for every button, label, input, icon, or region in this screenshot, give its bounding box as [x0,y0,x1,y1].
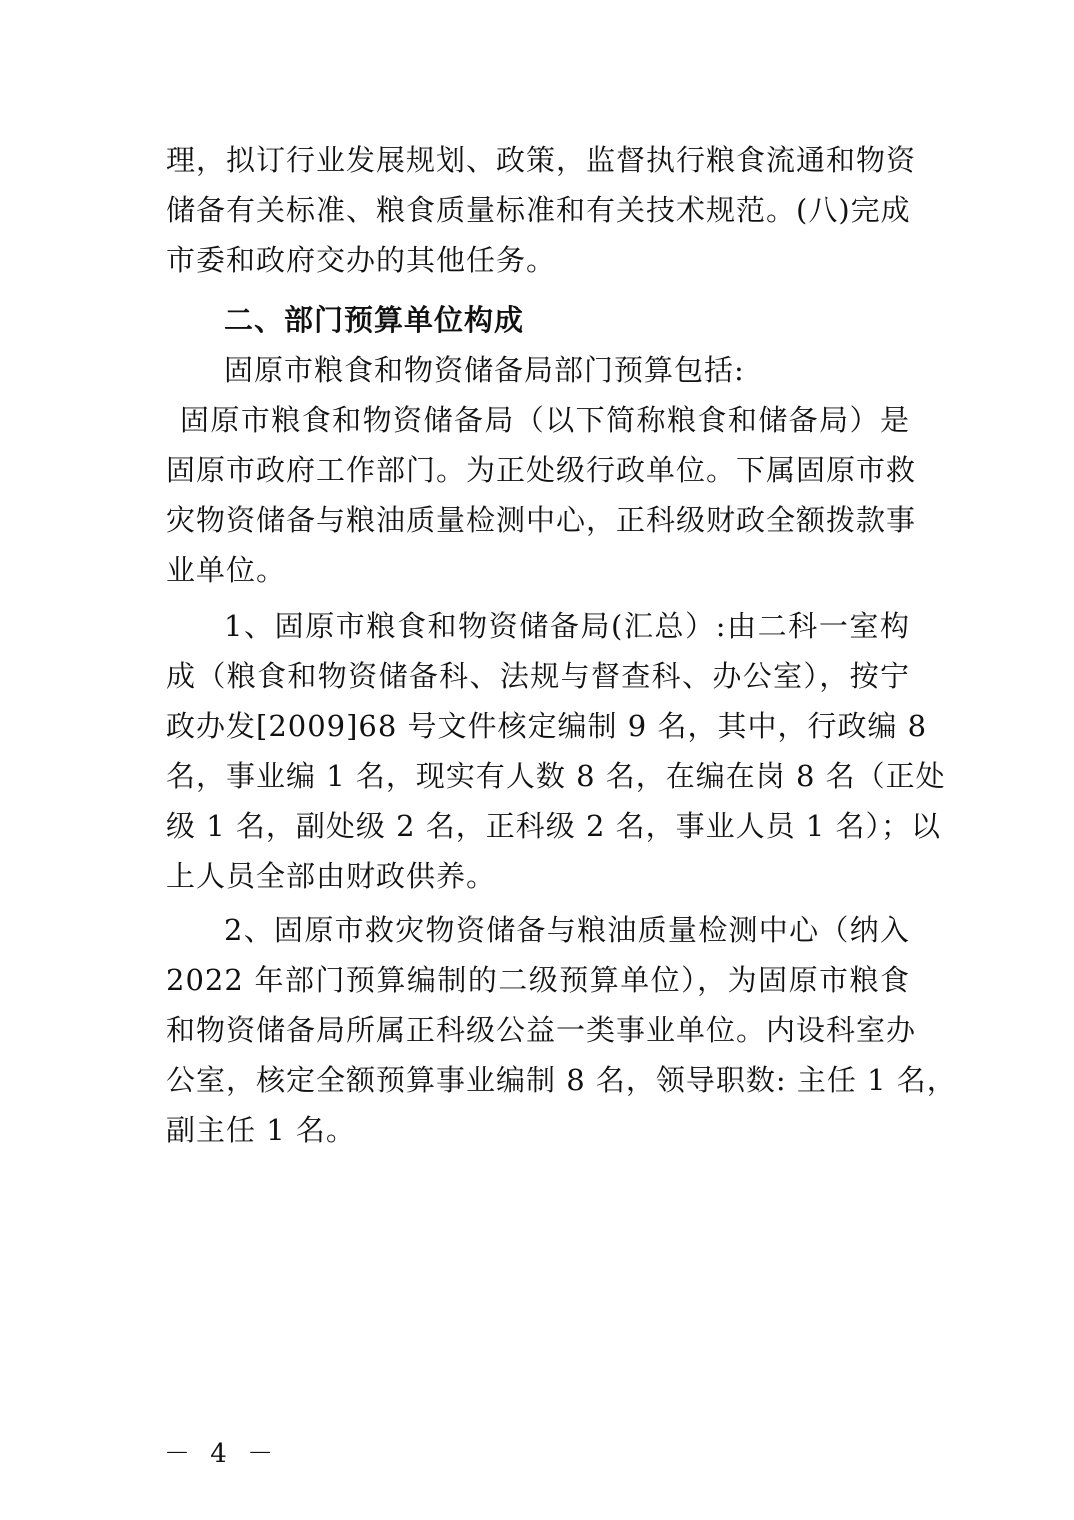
overview-line-1: 固原市粮食和物资储备局（以下简称粮食和储备局）是 [180,403,910,437]
item1-line-4: 名，事业编 1 名，现实有人数 8 名，在编在岗 8 名（正处 [166,759,946,793]
intro-line-2: 储备有关标准、粮食质量标准和有关技术规范。(八)完成 [166,193,911,227]
section-heading: 二、部门预算单位构成 [224,303,525,337]
page-number: － 4 － [164,1439,280,1469]
overview-line-2: 固原市政府工作部门。为正处级行政单位。下属固原市救 [166,453,917,487]
item1-line-5: 级 1 名，副处级 2 名，正科级 2 名，事业人员 1 名）；以 [166,809,942,843]
item1-line-2: 成（粮食和物资储备科、法规与督查科、办公室），按宁 [166,659,910,693]
intro-line-1: 理，拟订行业发展规划、政策，监督执行粮食流通和物资 [166,143,917,177]
item2-line-3: 和物资储备局所属正科级公益一类事业单位。内设科室办 [166,1013,917,1047]
overview-line-4: 业单位。 [166,553,287,587]
item1-line-6: 上人员全部由财政供养。 [166,859,497,893]
scope-line-1: 固原市粮食和物资储备局部门预算包括: [224,353,745,387]
intro-line-3: 市委和政府交办的其他任务。 [166,243,557,277]
item2-line-1: 2、固原市救灾物资储备与粮油质量检测中心（纳入 [224,913,910,947]
item2-line-2: 2022 年部门预算编制的二级预算单位），为固原市粮食 [166,963,910,997]
item1-line-1: 1、固原市粮食和物资储备局(汇总）:由二科一室构 [224,609,910,643]
item2-line-5: 副主任 1 名。 [166,1113,356,1147]
item1-line-3: 政办发[2009]68 号文件核定编制 9 名，其中，行政编 8 [166,709,928,743]
item2-line-4: 公室，核定全额预算事业编制 8 名，领导职数: 主任 1 名， [166,1063,957,1097]
overview-line-3: 灾物资储备与粮油质量检测中心，正科级财政全额拨款事 [166,503,917,537]
